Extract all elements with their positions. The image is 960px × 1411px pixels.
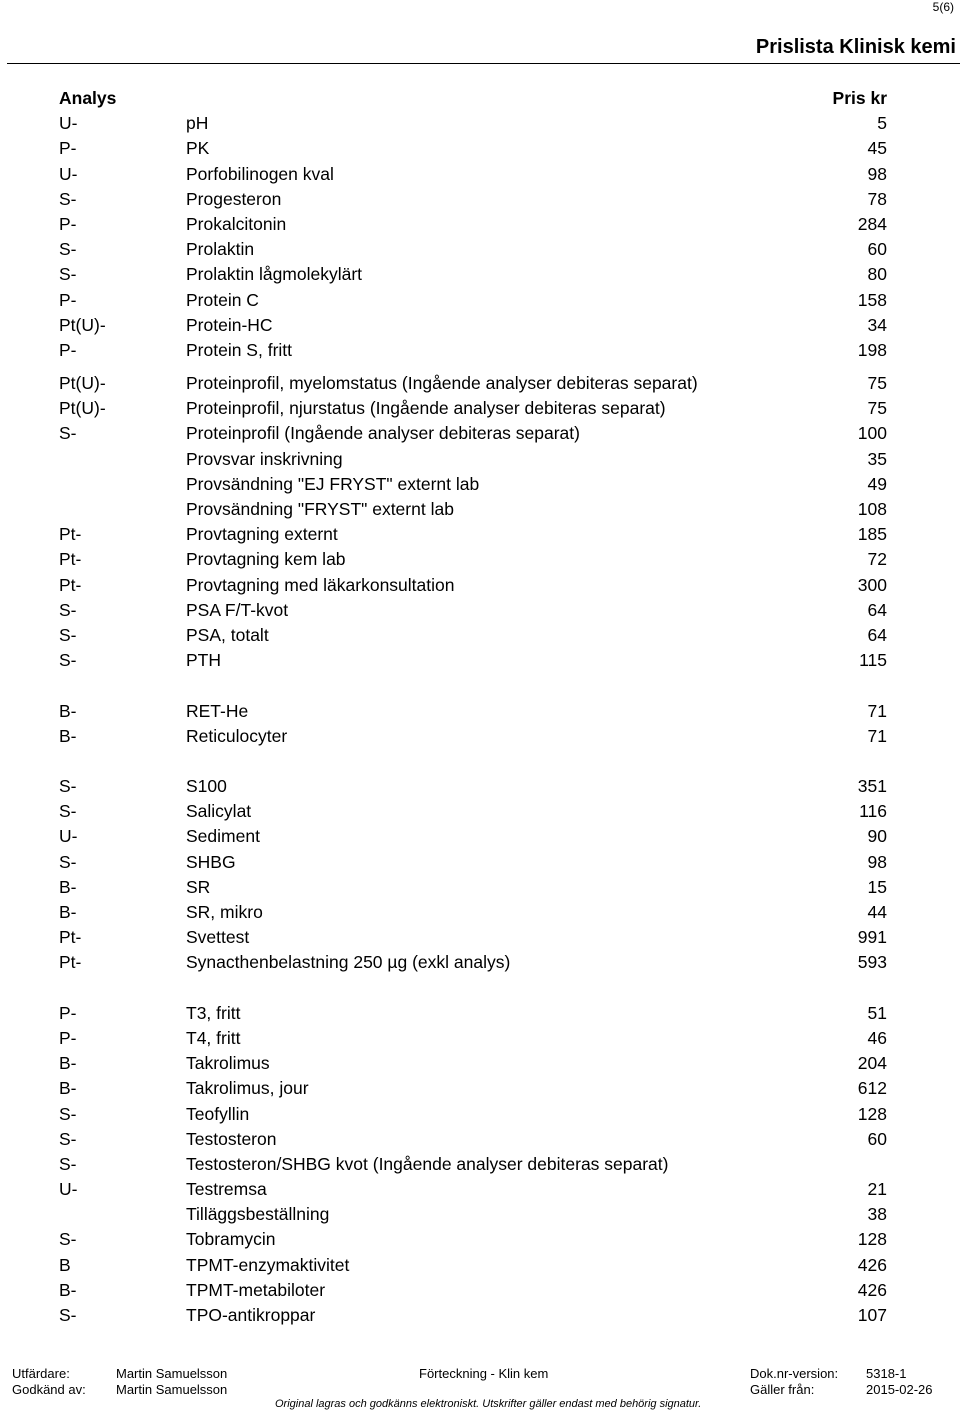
row-prefix: B-	[59, 700, 77, 721]
row-prefix: S-	[59, 1128, 77, 1149]
row-prefix: U-	[59, 163, 78, 184]
row-price: 5	[877, 113, 887, 134]
row-analysis-name: Proteinprofil, njurstatus (Ingående analyser debiteras separat)	[186, 398, 666, 419]
row-price: 100	[857, 423, 887, 444]
table-row	[59, 799, 887, 824]
row-prefix: U-	[59, 1179, 78, 1200]
row-prefix: B-	[59, 1078, 77, 1099]
footer-godkand: Martin Samuelsson	[116, 1382, 228, 1397]
row-prefix: B-	[59, 876, 77, 897]
row-price: 98	[867, 851, 887, 872]
row-price: 426	[857, 1254, 887, 1275]
row-price: 107	[857, 1305, 887, 1325]
row-price: 71	[867, 725, 887, 746]
row-price: 64	[867, 599, 887, 620]
row-analysis-name: T4, fritt	[186, 1027, 241, 1048]
row-price: 45	[867, 138, 887, 159]
row-analysis-name: Provtagning kem lab	[186, 549, 346, 570]
header-analys: Analys	[59, 88, 117, 108]
row-price: 98	[867, 163, 887, 184]
row-analysis-name: Protein S, fritt	[186, 339, 293, 360]
footer-utfardare-label: Utfärdare:	[12, 1366, 70, 1381]
row-price: 284	[857, 213, 887, 234]
row-analysis-name: Takrolimus, jour	[186, 1078, 309, 1099]
row-analysis-name: SR	[186, 876, 211, 897]
row-prefix: Pt-	[59, 952, 82, 973]
row-analysis-name: pH	[186, 113, 209, 134]
row-analysis-name: Tobramycin	[186, 1229, 276, 1250]
row-analysis-name: SHBG	[186, 851, 236, 872]
row-prefix: B-	[59, 1053, 77, 1074]
row-prefix: U-	[59, 113, 78, 134]
table-row	[59, 421, 887, 446]
table-row	[59, 136, 887, 161]
row-analysis-name: Progesteron	[186, 188, 282, 209]
footer-note: Original lagras och godkänns elektroniskt. Utskrifter gäller endast med behörig signatur.	[275, 1398, 702, 1410]
row-price: 34	[867, 314, 887, 335]
row-analysis-name: Teofyllin	[186, 1103, 250, 1124]
row-analysis-name: Provtagning med läkarkonsultation	[186, 574, 455, 595]
table-row	[59, 950, 887, 975]
row-analysis-name: Takrolimus	[186, 1053, 270, 1074]
row-analysis-name: Protein C	[186, 289, 259, 310]
table-row	[59, 212, 887, 237]
title-rule	[7, 63, 960, 64]
row-prefix: S-	[59, 239, 77, 260]
table-row	[59, 1076, 887, 1101]
table-row	[59, 396, 887, 421]
row-prefix: P-	[59, 339, 77, 360]
row-analysis-name: Testosteron/SHBG kvot (Ingående analyser debiteras separat)	[186, 1153, 669, 1174]
table-row	[59, 338, 887, 363]
row-price: 612	[857, 1078, 887, 1099]
price-table	[59, 86, 887, 1328]
row-prefix: P-	[59, 213, 77, 234]
table-row	[59, 1127, 887, 1152]
row-price: 128	[857, 1229, 887, 1250]
row-analysis-name: Salicylat	[186, 801, 252, 822]
row-analysis-name: TPO-antikroppar	[186, 1305, 316, 1325]
table-row	[59, 522, 887, 547]
row-prefix: B-	[59, 725, 77, 746]
table-row	[59, 1278, 887, 1303]
row-analysis-name: Reticulocyter	[186, 725, 288, 746]
row-analysis-name: Sediment	[186, 826, 260, 847]
row-prefix: Pt-	[59, 574, 82, 595]
table-row	[59, 288, 887, 313]
row-price: 72	[867, 549, 887, 570]
row-prefix: S-	[59, 650, 77, 671]
row-analysis-name: Prolaktin	[186, 239, 255, 260]
footer-utfardare: Martin Samuelsson	[116, 1366, 228, 1381]
table-row	[59, 1001, 887, 1026]
row-prefix: Pt(U)-	[59, 398, 106, 419]
row-prefix: Pt-	[59, 927, 82, 948]
row-analysis-name: TPMT-metabiloter	[186, 1279, 326, 1300]
table-row	[59, 1253, 887, 1278]
row-prefix: S-	[59, 599, 77, 620]
row-prefix: S-	[59, 1305, 77, 1325]
table-header	[59, 86, 887, 111]
row-price: 991	[857, 927, 887, 948]
row-price: 35	[867, 448, 887, 469]
table-row	[59, 1303, 887, 1328]
table-row	[59, 1051, 887, 1076]
row-analysis-name: Synacthenbelastning 250 µg (exkl analys)	[186, 952, 511, 973]
table-row	[59, 774, 887, 799]
row-prefix: P-	[59, 138, 77, 159]
table-row	[59, 371, 887, 396]
row-prefix: Pt-	[59, 549, 82, 570]
row-price: 158	[857, 289, 887, 310]
table-row	[59, 187, 887, 212]
table-row	[59, 1227, 887, 1252]
table-row	[59, 850, 887, 875]
table-row	[59, 497, 887, 522]
row-prefix: Pt(U)-	[59, 314, 106, 335]
row-analysis-name: Provsändning "EJ FRYST" externt lab	[186, 473, 480, 494]
row-analysis-name: S100	[186, 776, 227, 797]
row-analysis-name: Prokalcitonin	[186, 213, 287, 234]
row-prefix: P-	[59, 289, 77, 310]
footer-forteckning: Förteckning - Klin kem	[419, 1366, 549, 1381]
footer-version-label: Dok.nr-version:	[750, 1366, 839, 1381]
row-price: 75	[867, 373, 887, 394]
table-row	[59, 162, 887, 187]
row-analysis-name: Protein-HC	[186, 314, 273, 335]
row-prefix: U-	[59, 826, 78, 847]
row-analysis-name: Provsändning "FRYST" externt lab	[186, 499, 454, 519]
table-row	[59, 623, 887, 648]
row-price: 426	[857, 1279, 887, 1300]
row-prefix: S-	[59, 423, 77, 444]
row-analysis-name: Proteinprofil, myelomstatus (Ingående analyser debiteras separat)	[186, 373, 698, 394]
table-row	[59, 1177, 887, 1202]
table-row	[59, 900, 887, 925]
row-analysis-name: T3, fritt	[186, 1002, 241, 1023]
row-prefix: Pt(U)-	[59, 373, 106, 394]
table-row	[59, 875, 887, 900]
row-analysis-name: RET-He	[186, 700, 249, 721]
row-price: 49	[867, 473, 887, 494]
row-price: 51	[867, 1002, 887, 1023]
row-price: 71	[867, 700, 887, 721]
table-row	[59, 824, 887, 849]
row-analysis-name: Prolaktin lågmolekylärt	[186, 264, 363, 285]
row-analysis-name: Svettest	[186, 927, 250, 948]
table-row	[59, 237, 887, 262]
row-price: 116	[859, 801, 887, 822]
row-analysis-name: TPMT-enzymaktivitet	[186, 1254, 350, 1275]
table-row	[59, 1102, 887, 1127]
header-pris: Pris kr	[832, 88, 887, 108]
table-row	[59, 472, 887, 497]
row-price: 60	[867, 1128, 887, 1149]
row-prefix: B	[59, 1254, 71, 1275]
row-analysis-name: Tilläggsbeställning	[186, 1204, 330, 1225]
table-row	[59, 1202, 887, 1227]
document-title: Prislista Klinisk kemi	[755, 36, 956, 58]
table-row	[59, 447, 887, 472]
row-price: 75	[867, 398, 887, 419]
row-prefix: B-	[59, 902, 77, 922]
row-price: 108	[857, 499, 887, 519]
row-analysis-name: Porfobilinogen kval	[186, 163, 334, 184]
table-row	[59, 925, 887, 950]
row-analysis-name: PSA F/T-kvot	[186, 599, 289, 620]
row-price: 204	[857, 1053, 887, 1074]
row-analysis-name: PTH	[186, 650, 221, 671]
table-row	[59, 313, 887, 338]
row-price: 78	[867, 188, 887, 209]
table-row	[59, 648, 887, 673]
row-prefix: P-	[59, 1027, 77, 1048]
row-price: 128	[857, 1103, 887, 1124]
row-analysis-name: Provsvar inskrivning	[186, 448, 343, 469]
footer-godkand-label: Godkänd av:	[12, 1382, 86, 1397]
row-analysis-name: Testosteron	[186, 1128, 277, 1149]
row-price: 38	[867, 1204, 887, 1225]
table-row	[59, 699, 887, 724]
row-price: 60	[867, 239, 887, 260]
footer-galler-label: Gäller från:	[750, 1382, 815, 1397]
row-prefix: S-	[59, 801, 77, 822]
row-prefix: S-	[59, 776, 77, 797]
table-row	[59, 1026, 887, 1051]
row-price: 198	[857, 339, 887, 360]
footer-version: 5318-1	[866, 1366, 907, 1381]
row-price: 46	[867, 1027, 887, 1048]
table-row	[59, 547, 887, 572]
row-analysis-name: Provtagning externt	[186, 524, 338, 545]
row-price: 185	[857, 524, 887, 545]
table-row	[59, 724, 887, 749]
row-analysis-name: Proteinprofil (Ingående analyser debiteras separat)	[186, 423, 580, 444]
table-row	[59, 111, 887, 136]
row-analysis-name: SR, mikro	[186, 902, 263, 922]
table-row	[59, 573, 887, 598]
row-price: 21	[867, 1179, 887, 1200]
table-row	[59, 262, 887, 287]
row-price: 15	[867, 876, 887, 897]
row-prefix: S-	[59, 1153, 77, 1174]
row-prefix: S-	[59, 624, 77, 645]
row-prefix: Pt-	[59, 524, 82, 545]
row-prefix: S-	[59, 264, 77, 285]
row-price: 44	[867, 902, 887, 922]
row-prefix: S-	[59, 851, 77, 872]
row-analysis-name: Testremsa	[186, 1179, 267, 1200]
row-prefix: S-	[59, 188, 77, 209]
row-price: 351	[857, 776, 887, 797]
row-price: 300	[857, 574, 887, 595]
row-prefix: S-	[59, 1229, 77, 1250]
row-price: 90	[867, 826, 887, 847]
row-price: 593	[857, 952, 887, 973]
row-price: 80	[867, 264, 887, 285]
table-row	[59, 1152, 887, 1177]
row-prefix: B-	[59, 1279, 77, 1300]
row-analysis-name: PK	[186, 138, 210, 159]
footer-galler: 2015-02-26	[866, 1382, 933, 1397]
row-analysis-name: PSA, totalt	[186, 624, 269, 645]
page-number: 5(6)	[932, 0, 954, 14]
row-price: 64	[867, 624, 887, 645]
table-row	[59, 598, 887, 623]
row-prefix: S-	[59, 1103, 77, 1124]
row-prefix: P-	[59, 1002, 77, 1023]
row-price: 115	[859, 650, 887, 671]
